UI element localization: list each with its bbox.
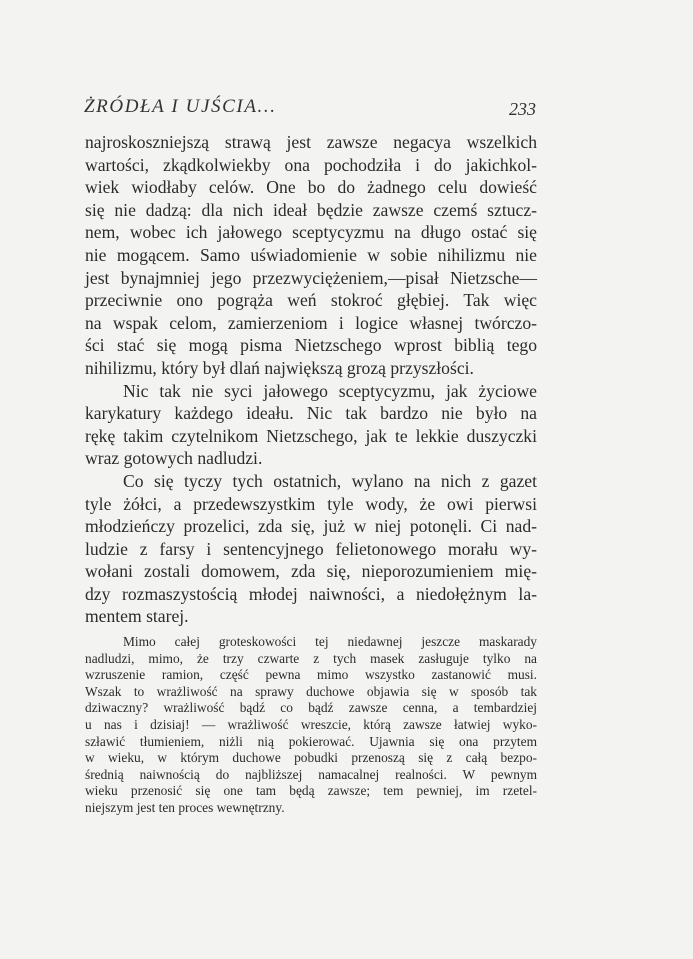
text-line: rękę takim czytelnikom Nietzschego, jak te lekkie duszyczki (85, 425, 537, 446)
text-line: młodzieńczy prozelici, zda się, już w niej potonęli. Ci nad- (85, 516, 537, 537)
footnote-line: wieku przenosić się one tam będą zawsze; tem pewniej, im rzetel- (85, 783, 537, 799)
text-line: przeciwnie ono pogrąża weń stokroć głębiej. Tak więc (85, 290, 537, 311)
text-line: się nie dadzą: dla nich ideał będzie zawsze czemś sztucz- (85, 199, 537, 220)
text-line: dzy rozmaszystością młodej naiwności, a niedołężnym la- (85, 583, 537, 604)
footnote-line: nadludzi, mimo, że trzy czwarte z tych masek zasługuje tylko na (85, 650, 537, 666)
paragraph (85, 470, 537, 628)
text-line: wiek wiodłaby celów. One bo do żadnego celu dowieść (85, 177, 537, 198)
footnote-line: Mimo całej groteskowości tej niedawnej jeszcze maskarady (123, 634, 537, 649)
text-line: wartości, zkądkolwiekby ona pochodziła i do jakichkol- (85, 154, 537, 175)
page-number: 233 (509, 99, 536, 119)
running-title: ŻRÓDŁA I UJŚCIA... (84, 96, 277, 117)
text-line: ści stać się mogą pisma Nietzschego wprost biblią tego (85, 335, 537, 356)
paragraph (85, 380, 537, 470)
main-text (85, 131, 537, 628)
text-line: nihilizmu, który był dlań największą grozą przyszłości. (85, 357, 474, 378)
footnote-line: u nas i dzisiaj! — wrażliwość wreszcie, którą zawsze łatwiej wyko- (85, 716, 537, 732)
running-head (84, 96, 536, 120)
footnote (85, 634, 537, 817)
text-line: Nic tak nie syci jałowego sceptycyzmu, jak życiowe (123, 380, 537, 401)
text-line: jest bynajmniej jego przezwyciężeniem,—pisał Nietzsche— (85, 267, 537, 288)
footnote-line: niejszym jest ten proces wewnętrzny. (85, 799, 285, 815)
text-line: nem, wobec ich jałowego sceptycyzmu na długo ostać się (85, 222, 537, 243)
paragraph (85, 131, 537, 380)
footnote-line: wzruszenie ramion, część pewna mimo wszystko zastanowić musi. (85, 667, 537, 683)
text-line: karykatury każdego ideału. Nic tak bardzo nie było na (85, 403, 537, 424)
text-line: wołani zostali domowem, zda się, nieporozumieniem mię- (85, 561, 537, 582)
text-line: najroskoszniejszą strawą jest zawsze negacya wszelkich (85, 132, 537, 152)
text-line: wraz gotowych nadludzi. (85, 448, 263, 469)
text-line: tyle żółci, a przedewszystkim tyle wody, że owi pierwsi (85, 493, 537, 514)
text-line: nie mogącem. Samo uświadomienie w sobie nihilizmu nie (85, 244, 537, 265)
text-line: ludzie z farsy i sentencyjnego felietonowego morału wy- (85, 538, 537, 559)
text-line: Co się tyczy tych ostatnich, wylano na nich z gazet (123, 470, 537, 491)
footnote-line: dziwaczny? wrażliwość bądź co bądź zawsze cenna, a tembardziej (85, 700, 537, 716)
footnote-line: szławić tłumieniem, niżli nią pokierować. Ujawnia się ona przytem (85, 733, 537, 749)
footnote-line: Wszak to wrażliwość na sprawy duchowe objawia się w sposób tak (85, 683, 537, 699)
text-line: na wspak celom, zamierzeniom i logice własnej twórczo- (85, 312, 537, 333)
text-line: mentem starej. (85, 606, 189, 627)
footnote-line: średnią naiwnością do najbliższej namacalnej realności. W pewnym (85, 766, 537, 782)
footnote-line: w wieku, w którym duchowe pobudki przenoszą się z całą bezpo- (85, 750, 537, 766)
